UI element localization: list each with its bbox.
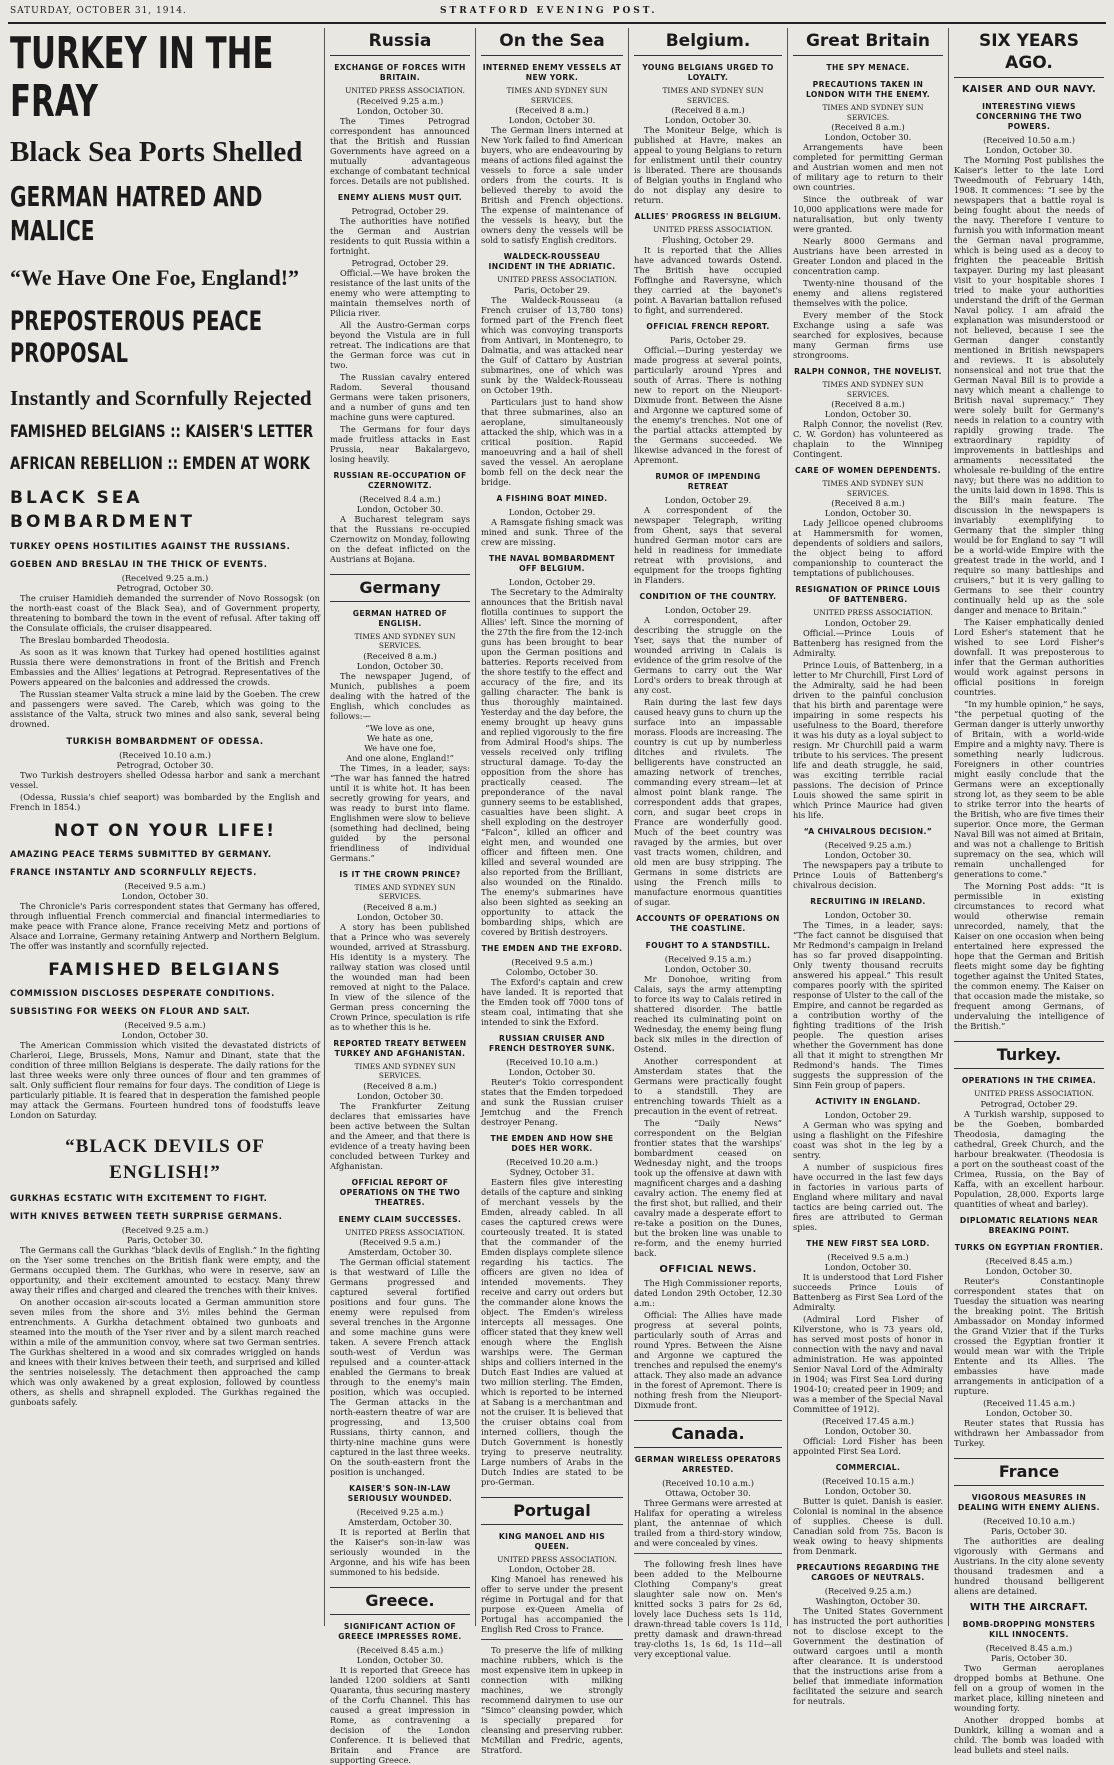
subheading: “A CHIVALROUS DECISION.” [803,826,933,836]
paragraph: The “Daily News” correspondent on the Belgian frontier states that the warships' bombardment ceased on Wednesday night, and the troops took up the offensive at dawn with magnificent charges and a dashing cavalry action. The enemy fled at the first shot, but rallied, and their cavalry made a desperate effort to re-take a position on the Dunes, but the broken line was unable to re-form, and the enemy hurried back. [634,1117,782,1258]
dateline: London, October 30. [824,849,912,860]
received-time: (Received 10.10 a.m.) [662,1477,754,1488]
paragraph: The cruiser Hamidieh demanded the surrender of Novo Rossogsk (on the north-east coast of the Black Sea), and of Government property, threatening to bombard the town in the event of refusal. After taking off the Consulate officials, the cruiser disappeared. [10,593,320,633]
dateline: Amsterdam, October 30. [348,1247,452,1257]
main-headline: TURKEY IN THE FRAY [10,28,274,127]
paragraph: Nearly 8000 Germans and Austrians have been arrested in Greater London and placed in the concentration camp. [793,236,943,276]
paragraph: A number of suspicious fires have occurred in the last few days in factories in various parts of England where military and naval tactics are being carried out. The fires are attributed to German spies. [793,1161,943,1232]
column-4 [634,28,782,1659]
dateline: Washington, October 30. [815,1595,921,1606]
dateline: London, October 30. [824,1261,912,1272]
column-rule [628,28,629,1626]
subheading: THE SPY MENACE. [826,63,910,72]
divider [634,1553,782,1554]
paragraph: The Russian steamer Valta struck a mine laid by the Goeben. The crew and passengers were saved. The Careb, which was going to the assistance of the Valta, struck two mines and also sank, several being drowned. [10,689,320,729]
news-agency: UNITED PRESS ASSOCIATION. [813,608,933,617]
paragraph: Reuter's Tokio correspondent states that the Emden torpedoed and sunk the Russian cruiser Jemtchug and the French destroyer Penang. [481,1076,623,1127]
section-title-six-years-ago: SIX YEARS AGO. [954,30,1104,78]
headline-one-foe: “We Have One Foe, England!” [10,265,300,290]
paragraph: A correspondent of the newspaper Telegraph, writing from Ghent, says that several hundred German motor cars are held in readiness for immediate retreat with provisions, and equipment for the troops fighting in Flanders. [634,504,782,585]
dateline: Paris, October 30. [126,1235,204,1245]
column-3 [481,28,623,1755]
paragraph: It is reported that the Allies have advanced towards Ostend. The British have occupied Foffinghe and Raversyne, which they carried at the bayonet's point. A Bavarian battalion refused to fight, and surrendered. [634,244,782,315]
paragraph: Official.—During yesterday we made progress at several points, particularly around Ypres and south of Arras. There is nothing new to report on the Nieuport-Dixmude front. Between the Aisne and Argonne we captured some of the enemy's trenches. Not one of the partial attacks attempted by the Germans succeeded. We likewise advanced in the forest of Apremont. [634,344,782,465]
subheading: SUBSISTING FOR WEEKS ON FLOUR AND SALT. [10,1006,251,1016]
paragraph: The Times, in a leader, says: “The fact cannot be disguised that Mr Redmond's campaign in Ireland has so far proved disappointing. Only twenty thousand recruits answered his appeal.” This result compares poorly with the spirited response of Ulster to the call of the Empire, and cannot be regarded as a contribution worthy of the fighting traditions of the Irish people. The question arises whether the Government has done all that it might to strengthen Mr Redmond's hands. The Times suggests the suppression of the Sinn Fein group of papers. [793,919,943,1090]
subheading: OPERATIONS IN THE CRIMEA. [961,1076,1097,1085]
paragraph: Reuter's Constantinople correspondent states that on Tuesday the situation was nearing the breaking point. The British Ambassador on Monday informed the Grand Vizier that if the Turks crossed the Egyptian frontier it would mean war with the Triple Entente and its Allies. The embassies have made arrangements in anticipation of a rupture. [954,1275,1104,1396]
paragraph: A Ramsgate fishing smack was mined and sunk. Three of the crew are missing. [481,516,623,547]
dateline: Petrograd, October 29. [351,205,449,216]
paragraph: (Admiral Lord Fisher of Kilverstone, who is 73 years old, has served most posts of honor in connection with the navy and naval administration. He was appointed Senior Naval Lord of the Admiralty in 1904; was First Sea Lord during 1904-10; created peer in 1909; and was a member of the Special Naval Committee of 1912). [793,1313,943,1414]
headline-black-devils: “BLACK DEVILS OF ENGLISH!” [65,1136,265,1183]
subheading: TURKISH BOMBARDMENT OF ODESSA. [66,736,264,746]
subheading: RUMOR OF IMPENDING RETREAT [655,471,761,491]
subheading: CARE OF WOMEN DEPENDENTS. [795,466,941,475]
paragraph: A German who was spying and using a flashlight on the Fifeshire coast was shot in the leg by a sentry. [793,1119,943,1160]
dateline: London, October 28. [508,1564,596,1574]
masthead [10,6,1104,20]
received-time: (Received 9.15 a.m.) [664,953,752,964]
paragraph: The Breslau bombarded Theodosia. [20,635,170,645]
paragraph: The Times, in a leader, says: “The war has fanned the hatred until it is white hot. It has been secretly growing for years, and was ready to burst into flame. Englishmen were slow to believe (something had declined, being guided by the personal friendliness of individual Germans.” [330,762,470,863]
dateline: Amsterdam, October 30. [348,1517,452,1527]
subheading: YOUNG BELGIANS URGED TO LOYALTY. [642,63,774,82]
paragraph: Another correspondent at Amsterdam states that the Germans were practically fought to a standstill. They are entrenching towards Thielt as a precaution in the event of retreat. [634,1055,782,1116]
issue-date: SATURDAY, OCTOBER 31, 1914. [10,6,187,16]
received-time: (Received 9.25 a.m.) [121,573,209,583]
received-time: (Received 10.10 a.m.) [983,1515,1075,1526]
paragraph: Twenty-nine thousand of the enemy and aliens registered themselves with the police. [793,278,943,308]
subheading: GOEBEN AND BRESLAU IN THE THICK OF EVENTS. [10,559,268,569]
subheading: RALPH CONNOR, THE NOVELIST. [794,367,942,376]
paragraph: The German liners interned at New York failed to find American buyers, who are endeavouring by means of actions filed against the vessels to force a sale under orders from the courts. It is believed thereby to avoid the British and French objections. The expense of maintenance of the vessels is heavy, but the owners deny the vessels will be sold to satisfy English creditors. [481,125,623,245]
paragraph: The newspapers pay a tribute to Prince Louis of Battenberg's chivalrous decision. [793,859,943,890]
subheading: KAISER AND OUR NAVY. [961,84,1097,95]
received-time: (Received 8 a.m.) [363,1080,437,1091]
paragraph: A Bucharest telegram says that the Russians re-occupied Czernowitz on Monday, following on the defeat inflicted on the Austrians at Bojana. [330,513,470,564]
subheading: ENEMY CLAIM SUCCESSES. [338,1214,462,1224]
dateline: London, October 30. [824,909,912,920]
paragraph: Two Turkish destroyers shelled Odessa harbor and sank a merchant vessel. [10,770,320,790]
paragraph: A correspondent, after describing the struggle on the Yser, says that the number of wounded arriving in Calais is evidence of the grim resolve of the Germans to carry out the War Lord's orders to break through at any cost. [634,614,782,695]
paragraph: “In my humble opinion,” he says, “the perpetual quoting of the German danger is utterly unworthy of Britain, with a world-wide Empire and a mighty navy. There is something nearly ludicrous. Foreigners in other countries might easily conclude that the Germans were an exceptionally strong lot, as they seem to be able to strike terror into the hearts of the British, who are five times their superior. Once more, the German Naval Bill was not aimed at Britain, and was not a challenge to British supremacy on the sea, which will remain unchallenged for generations to come.” [954,699,1104,879]
subheading: WITH THE AIRCRAFT. [969,1601,1089,1613]
subheading: RECRUITING IN IRELAND. [810,896,926,906]
poem-line: We have one foe, [364,742,436,753]
subheading: ENEMY ALIENS MUST QUIT. [337,192,463,202]
section-title-portugal: Portugal [481,1497,623,1525]
subheading: GERMAN HATRED OF ENGLISH. [352,608,448,628]
poem-line: We hate as one, [366,732,434,743]
paragraph: The Exford's captain and crew have landed. It is reported that the Emden took off 7000 tons of steam coal, intimating that she intended to sink the Exford. [481,976,623,1027]
paragraph: The High Commissioner reports, dated London 29th October, 12.30 a.m.: [634,1277,782,1308]
received-time: (Received 10.10 a.m.) [119,750,211,760]
paragraph: The authorities are dealing vigorously with Germans and Austrians. In the city alone seventy thousand tradesmen and a hundred thousand belligerent aliens are detained. [954,1535,1104,1596]
headline-peace-proposal: PREPOSTEROUS PEACE PROPOSAL [10,306,262,369]
news-agency: TIMES AND SYDNEY SUN SERVICES. [506,86,608,105]
subheading: WITH KNIVES BETWEEN TEETH SURPRISE GERMANS. [10,1211,283,1221]
subheading: REPORTED TREATY BETWEEN TURKEY AND AFGHANISTAN. [333,1038,467,1058]
received-time: (Received 8.45 a.m.) [985,1255,1073,1266]
received-time: (Received 11.45 a.m.) [983,1397,1075,1408]
news-agency: UNITED PRESS ASSOCIATION. [653,225,773,234]
dateline: London, October 30. [824,508,912,518]
subheading: PRECAUTIONS TAKEN IN LONDON WITH THE ENEMY. [805,80,931,99]
received-time: (Received 10.50 a.m.) [983,135,1075,145]
section-title-france: France [954,1458,1104,1486]
dateline: London, October 29. [824,617,912,628]
paragraph: The Germans for four days made fruitless attacks in East Prussia, near Bakalargevo, losing heavily. [330,423,470,464]
received-time: (Received 9.25 a.m.) [121,1225,209,1235]
dateline: Petrograd, October 30. [116,760,214,770]
subheading: THE EMDEN AND HOW SHE DOES HER WORK. [490,1133,614,1153]
paragraph: The Morning Post adds: “It is permissible in existing circumstances to record what would otherwise remain unrecorded, namely, that the Kaiser on one occasion when being entertained here expressed the hope that the German and British fleets might some day be fighting together against the United States, the common enemy. The Kaiser on that occasion made the mistake, so frequent among Germans, of undervaluing the intelligence of the British.” [954,881,1104,1031]
dateline: Paris, October 29. [669,334,747,345]
paragraph: It is reported at Berlin that the Kaiser's son-in-law was seriously wounded in the Argonne, and his wife has been summoned to his bedside. [330,1527,470,1577]
subheading: OFFICIAL REPORT OF OPERATIONS ON THE TWO THEATRES. [339,1177,461,1207]
paragraph: Particulars just to hand show that three submarines, also an aeroplane, simultaneously attacked the ship, which was in a critical position. Rapid manoeuvring and a hail of shell saved the vessel. An aeroplane bomb fell on the deck near the bridge. [481,396,623,487]
received-time: (Received 9.25 a.m.) [356,95,444,106]
dateline: London, October 30. [985,145,1073,155]
dateline: London, October 30. [356,911,444,922]
dateline: London, October 30. [356,105,444,116]
paragraph: The Moniteur Belge, which is published at Havre, makes an appeal to young Belgians to return for enlistment until their country is liberated. There are thousands of Belgian youths in England who do not display any desire to return. [634,125,782,205]
paragraph: Butter is quiet. Danish is easier. Colonial is nominal in the absence of supplies. Cheese is dull. Canadian sold from 75s. Bacon is weak owing to heavy shipments from Denmark. [793,1495,943,1556]
received-time: (Received 10.15 a.m.) [822,1475,914,1486]
column-6 [954,28,1104,1755]
dateline: Paris, October 30. [990,1525,1068,1536]
paragraph: The German official statement is that westward of Lille the Germans progressed and captured several fortified positions and four guns. The enemy were repulsed from several trenches in the Argonne and some machine guns were taken. A severe French attack south-west of Verdun was repulsed and a counter-attack enabled the Germans to break through to the enemy's main position, which was occupied. The German attacks in the north-eastern theatre of war are progressing, and 13,500 Russians, thirty cannon, and thirty-nine machine guns were captured in the last three weeks. On the south-eastern front the position is unchanged. [330,1257,470,1477]
received-time: (Received 8 a.m.) [831,399,905,409]
paragraph: The newspaper Jugend, of Munich, publishes a poem dealing with the hatred of the English, which concludes as follows:— [330,670,470,721]
dateline: Sydney, October 31. [509,1166,595,1177]
subheading: GURKHAS ECSTATIC WITH EXCITEMENT TO FIGHT. [10,1193,268,1203]
poem-line: And one alone, England!” [346,752,454,763]
news-agency: TIMES AND SYDNEY SUN SERVICES. [822,380,924,399]
subheading: AMAZING PEACE TERMS SUBMITTED BY GERMANY. [10,849,272,859]
dateline: London, October 30. [508,1066,596,1077]
paragraph: The Morning Post publishes the Kaiser's letter to the late Lord Tweedmouth of February 14th, 1908. It commences: “I see by the newspapers that a battle royal is being fought about the needs of the navy. Therefore I venture to furnish you with information meant the German naval programme, which is being used as a decoy to frighten the peaceable British taxpayer. During my last pleasant visit to your hospitable shores I tried to make your authorities understand the drift of the German Naval policy. I am afraid the explanation was misunderstood or not believed, because I see the German danger constantly mentioned in British newspapers and reviews. It is absolutely nonsensical and not true that the German Naval Bill is to provide a navy which meant a challenge to British naval supremacy.” They were solely built for Germany's needs in relation to a country with rapidly growing trade. The extraordinary rapidity of improvements in battleships and armaments necessitated the wholesale re-building of the entire navy; but there was no addition to the units laid down in 1898. This is the Bill's main feature. The discussion in the newspapers is invariably exemplifying to Germany that the simpler thing would be for England to say “I will be a world-wide Empire with the greatest trade in the world, and I require so many battleships and cruisers,” but it is very galling to Germans to see their country continually held up as the sole danger and menace to Britain.” [954,155,1104,615]
news-agency: TIMES AND SYDNEY SUN SERVICES. [662,86,764,105]
dateline: Flushing, October 29. [662,234,754,245]
dateline: Paris, October 30. [990,1652,1068,1663]
received-time: (Received 8 a.m.) [831,498,905,508]
paragraph: Arrangements have been completed for permitting German and Austrian women and men not of military age to return to their own countries. [793,142,943,192]
paragraph: Eastern files give interesting details of the capture and sinking of merchant vessels by the Emden, already cabled. In all cases the captured crews were courteously treated. It is stated that the commander of the Emden displays complete silence regarding his tactics. The officers are given no idea of intended movements. They receive and carry out orders but the commander alone knows the object. The Emden's wireless intercepts all messages. One officer stated that they knew well enough where the English warships were. The German ships and colliers interned in the Dutch East Indies are valued at two million sterling. The Emden, which is reported to be interned at Sabang is a merchantman and not the cruiser. It is believed that the cruiser obtains coal from interned colliers, though the Dutch Government is honestly trying to preserve neutrality. Large numbers of Arabs in the Dutch Indies are stated to be pro-German. [481,1176,623,1487]
subheading: THE NAVAL BOMBARDMENT OFF BELGIUM. [488,553,616,573]
received-time: (Received 9.25 a.m.) [356,1507,444,1517]
paragraph: The Kaiser emphatically denied Lord Esher's statement that he wished to see Lord Fisher's downfall. It was preposterous to infer that the German authorities would work against persons in official positions in foreign countries. [954,617,1104,697]
news-agency: TIMES AND SYDNEY SUN SERVICES. [822,479,924,498]
masthead-rule [8,22,1106,24]
subheading: THE NEW FIRST SEA LORD. [806,1238,930,1248]
received-time: (Received 10.20 a.m.) [506,1156,598,1167]
column-2 [330,28,470,1765]
received-time: (Received 9.5 a.m.) [359,1237,441,1247]
paragraph: King Manoel has renewed his offer to serve under the present régime in Portugal and for that purpose ex-Queen Amelia of Portugal has accompanied the English Red Cross to France. [481,1574,623,1634]
section-title-on-the-sea: On the Sea [481,30,623,56]
subheading: BOMB-DROPPING MONSTERS KILL INNOCENTS. [962,1619,1096,1639]
section-title-great-britain: Great Britain [793,30,943,56]
subheading: FRANCE INSTANTLY AND SCORNFULLY REJECTS. [10,867,257,877]
subheading: ALLIES' PROGRESS IN BELGIUM. [634,212,782,221]
headline-not-on-your-life: NOT ON YOUR LIFE! [54,821,276,841]
newspaper-name: STRATFORD EVENING POST. [440,6,658,16]
subheading: KAISER'S SON-IN-LAW SERIOUSLY WOUNDED. [347,1484,453,1503]
received-time: (Received 8 a.m.) [671,105,745,115]
dateline: London, October 30. [824,1425,912,1436]
subheading: TURKS ON EGYPTIAN FRONTIER. [954,1242,1104,1252]
received-time: (Received 9.25 a.m.) [824,839,912,850]
news-agency: TIMES AND SYDNEY SUN SERVICES. [354,1061,456,1080]
section-title-russia: Russia [330,30,470,56]
paragraph: (Odessa, Russia's chief seaport) was bombarded by the English and French in 1854.) [10,792,320,812]
subheading: CONDITION OF THE COUNTRY. [639,591,777,601]
dateline: Ottawa, October 30. [665,1487,751,1498]
news-agency: TIMES AND SYDNEY SUN SERVICES. [354,631,456,650]
headline-bombardment: BLACK SEA BOMBARDMENT [10,488,195,532]
paragraph: As soon as it was known that Turkey had opened hostilities against Russia there were demonstrations in front of the British and French Embassies and the Allies' legations at Petrograd. Representatives of the Powers appeared on the balconies and addressed the crowds. [10,647,320,687]
received-time: (Received 9.5 a.m.) [124,881,206,891]
dateline: Petrograd, October 30. [116,583,214,593]
column-rule [324,28,325,1626]
paragraph: The American Commission which visited the devastated districts of Charleroi, Liege, Brussels, Mons, Namur and Dinant, state that the condition of three million Belgians is desperate. The daily rations for the last three weeks were only three ounces of flour and ten grammes of salt. Only sufficient flour remains for four days. The condition of Liege is particularly pitiable. It is feared that in desperation the famished people may attack the Germans. Fourteen hundred tons of foodstuffs leave London on Saturday. [10,1040,320,1120]
paragraph: Ralph Connor, the novelist (Rev. C. W. Gordon) has volunteered as chaplain to the Winnipeg Contingent. [793,419,943,459]
received-time: (Received 8.4 a.m.) [359,493,441,504]
subheading: A FISHING BOAT MINED. [496,493,608,503]
advertisement: To preserve the life of milking machine rubbers, which is the most expensive item in upkeep in connection with milking machines, we strongly recommend dairymen to use our “Simco” cleansing powder, which is specially prepared for cleansing and preserving rubber. McMillan and Fredric, agents, Stratford. [481,1645,623,1755]
received-time: (Received 8.45 a.m.) [356,1645,444,1655]
dateline: London, October 30. [121,1030,209,1040]
subheading: THE EMDEN AND THE EXFORD. [481,943,623,953]
headline-german-hatred: GERMAN HATRED AND MALICE [10,180,263,247]
received-time: (Received 9.25 a.m.) [824,1585,912,1596]
paragraph: It is understood that Lord Fisher succeeds Prince Louis of Battenberg as First Sea Lord of the Admiralty. [793,1271,943,1312]
paragraph: Every member of the Stock Exchange using a safe was searched for explosives, because many German firms use strongrooms. [793,310,943,360]
news-agency: UNITED PRESS ASSOCIATION. [497,275,617,284]
subheading: COMMERCIAL. [835,1462,901,1472]
paragraph: The Frankfurter Zeitung declares that emissaries have been active between the Sultan and the Ameer, and that there is evidence of a treaty having been concluded between Turkey and Afghanistan. [330,1100,470,1171]
paragraph: Reuter states that Russia has withdrawn her Ambassador from Turkey. [954,1417,1104,1448]
headline-rejected: Instantly and Scornfully Rejected [10,386,312,410]
dateline: Petrograd, October 29. [980,1098,1078,1109]
divider [481,1639,623,1640]
subheading: OFFICIAL FRENCH REPORT. [646,321,770,331]
poem-line: “We love as one, [365,722,435,733]
subheading: ACCOUNTS OF OPERATIONS ON THE COASTLINE. [636,913,780,933]
paragraph: The Chronicle's Paris correspondent states that Germany has offered, through influential French commercial and financial intermediaries to make peace with France alone, France receiving Metz and portions of Alsace and Lorraine, Germany retaining Antwerp and Northern Belgium. The offer was instantly and scornfully rejected. [10,901,320,951]
subheading: KING MANOEL AND HIS QUEEN. [498,1531,606,1551]
subheading: IS IT THE CROWN PRINCE? [339,869,461,879]
section-title-germany: Germany [330,574,470,602]
headline-famished-kaiser: FAMISHED BELGIANS :: KAISER'S LETTER [10,422,314,442]
subheading: INTERNED ENEMY VESSELS AT NEW YORK. [482,63,622,82]
paragraph: Official: The Allies have made progress at several points, particularly south of Arras and round Ypres. Between the Aisne and Argonne we captured the trenches and repulsed the enemy's attack. They also made an advance in the forest of Apremont. There is nothing fresh from the Nieuport-Dixmude front. [634,1309,782,1410]
received-time: (Received 9.5 a.m.) [827,1251,909,1262]
paragraph: Three Germans were arrested at Halifax for operating a wireless plant, the antennae of which trailed from a third-story window, and were concealed by vines. [634,1497,782,1548]
subheading: FOUGHT TO A STANDSTILL. [645,940,771,950]
paragraph: Rain during the last few days caused heavy guns to churn up the surface into an impassable morass. Floods are increasing. The country is cut up by numberless ditches and rivulets. The belligerents have constructed an amazing network of trenches, commanding every stream—let at almost point blank range. The correspondent adds that grapes, corn, and sugar beet crops in France are wonderfully good. Much of the beet country was ravaged by the armies, but over vast tracts women, children, and old men are busy stripping. The Germans in some districts are using the French mills to manufacture enormous quantities of sugar. [634,696,782,907]
column-rule [787,28,788,1626]
paragraph: The Germans call the Gurkhas “black devils of English.” In the fighting on the Yser some trenches on the British flank were empty, and the Germans occupied them. The Gurkhas, who were in reserve, saw an opportunity, and their excitement amounted to ecstacy. Many threw away their rifles and charged and cleared the trenches with their knives. [10,1245,320,1295]
dateline: London, October 30. [356,1655,444,1665]
news-agency: TIMES AND SYDNEY SUN SERVICES. [822,103,924,122]
section-title-belgium: Belgium. [634,30,782,56]
paragraph: Official.—Prince Louis of Battenberg has resigned from the Admiralty. [793,627,943,658]
news-agency: UNITED PRESS ASSOCIATION. [345,1227,465,1237]
received-time: (Received 9.5 a.m.) [124,1020,206,1030]
dateline: London, October 30. [985,1265,1073,1276]
dateline: London, October 30. [356,503,444,514]
subheading: SIGNIFICANT ACTION OF GREECE IMPRESSES ROME. [338,1622,462,1641]
column-rule [475,28,476,1626]
paragraph: The Russian cavalry entered Radom. Several thousand Germans were taken prisoners, and a number of guns and ten machine guns were captured. [330,371,470,422]
paragraph: A Turkish warship, supposed to be the Goeben, bombarded Theodosia, damaging the cathedral, Greek Church, and the harbour breakwater. (Theodosia is a port on the southeast coast of the Crimea, Russia, on the Bay of Kaffa, with an excellent harbour. Population, 28,000. Exports large quantities of wheat and barley). [954,1108,1104,1209]
subheading: ACTIVITY IN ENGLAND. [815,1096,921,1106]
paragraph: Official.—We have broken the resistance of the last units of the enemy who were attempting to maintain themselves north of Pilicia river. [330,267,470,318]
subheading: RUSSIAN RE-OCCUPATION OF CZERNOWITZ. [333,470,467,490]
subheading: OFFICIAL NEWS. [659,1263,757,1275]
headline-black-sea: Black Sea Ports Shelled [10,136,303,168]
dateline: London, October 30. [985,1407,1073,1418]
dateline: London, October 29. [508,506,596,517]
received-time: (Received 17.45 a.m.) [822,1415,914,1426]
news-agency: UNITED PRESS ASSOCIATION. [497,1554,617,1564]
dateline: Petrograd, October 29. [351,257,449,268]
section-title-turkey: Turkey. [954,1041,1104,1069]
subheading: INTERESTING VIEWS CONCERNING THE TWO POWERS. [976,102,1082,131]
news-agency: TIMES AND SYDNEY SUN SERVICES. [354,882,456,901]
paragraph: Mr Donohoe, writing from Calais, says the army attempting to force its way to Calais retired in shattered disorder. The battle reached its culminating point on Wednesday, the enemy being flung back six miles in the direction of Ostend. [634,973,782,1054]
headline-famished-belgians: FAMISHED BELGIANS [48,960,282,980]
subheading: RUSSIAN CRUISER AND FRENCH DESTROYER SUNK. [488,1033,616,1053]
received-time: (Received 8 a.m.) [363,901,437,912]
dateline: London, October 30. [121,891,209,901]
advertisement: The following fresh lines have been added to the Melbourne Clothing Company's great slaughter sale now on. Men's knitted socks 3 pairs for 2s 6d, lovely lace Duchess sets 1s 11d, drawn-thread table covers 1s 11d, pretty damask and drawn-thread tray-cloths 1s, 1s 6d, 1s 11d—all very exceptional value. [634,1558,782,1659]
dateline: London, October 30. [664,115,752,125]
dateline: London, October 30. [824,1485,912,1496]
dateline: London, October 29. [824,1109,912,1120]
news-agency: UNITED PRESS ASSOCIATION. [974,1089,1094,1098]
dateline: London, October 30. [824,409,912,419]
paragraph: The United States Government has instructed the port authorities not to disclose except to the Government the destination of outward cargoes until a month after clearance. It is understood that the instructions arise from a belief that immediate information facilitated the seizure and search for neutrals. [793,1605,943,1706]
section-title-canada: Canada. [634,1420,782,1448]
paragraph: It is reported that Greece has landed 1200 soldiers at Santi Quaranta, thus securing mastery of the Corfu Channel. This has caused a great impression in Rome, as contravening a decision of the London Conference. It is believed that Britain and France are supporting Greece. [330,1665,470,1765]
dateline: London, October 29. [508,576,596,587]
subheading: EXCHANGE OF FORCES WITH BRITAIN. [334,63,466,82]
paragraph: On another occasion air-scouts located a German ammunition store seven miles from the shore and 3½ miles behind the German entrenchments. A Gurkha detachment obtained two gunboats and steamed into the mouth of the Yser river and by a silent march reached within a mile of the ammunition convoy, where sat two German sentries. The Gurkhas sheltered in a wood and six comrades wriggled on hands and knees with their knives between their teeth, and surprised and killed the sentries noiselessly. The detachment then approached the camp which was only awakened by a great explosion, followed by countless others, as shells and shrapnell exploded. The Gurkhas regained the gunboats safely. [10,1297,320,1407]
subheading: GERMAN WIRELESS OPERATORS ARRESTED. [634,1454,782,1474]
paragraph: The Waldeck-Rousseau (a French cruiser of 13,780 tons) formed part of the French fleet which was convoying transports from Antivari, in Montenegro, to Dalmatia, and was attacked near the Gulf of Cattaro by Austrian submarines, one of which was sunk by the Waldeck-Rousseau on October 19th. [481,294,623,395]
paragraph: Since the outbreak of war 10,000 applications were made for naturalisation, but only twenty were granted. [793,194,943,234]
subheading: RESIGNATION OF PRINCE LOUIS OF BATTENBERG. [795,585,941,604]
subheading: TURKEY OPENS HOSTILITIES AGAINST THE RUSSIANS. [10,541,291,551]
paragraph: Lady Jellicoe opened clubrooms at Hammersmith for women, dependents of soldiers and sailors, the object being to afford companionship to counteract the temptations of publichouses. [793,518,943,578]
subheading: DIPLOMATIC RELATIONS NEAR BREAKING POINT. [959,1215,1099,1235]
received-time: (Received 8 a.m.) [515,105,589,115]
received-time: (Received 8 a.m.) [831,122,905,132]
paragraph: Official: Lord Fisher has been appointed First Sea Lord. [793,1435,943,1456]
subheading: VIGOROUS MEASURES IN DEALING WITH ENEMY ALIENS. [958,1492,1100,1512]
dateline: London, October 30. [356,1090,444,1101]
paragraph: The Times Petrograd correspondent has announced that the British and Russian Governments have agreed on a mutually advantageous exchange of combatant technical forces. Details are not published. [330,115,470,186]
paragraph: All the Austro-German corps beyond the Vistula are in full retreat. The indications are that the German force was cut in two. [330,319,470,370]
paragraph: A story has been published that a Prince who was severely wounded, arrived at Strassburg. His identity is a mystery. The railway station was closed until the wounded man had been removed at night to the Palace. In view of the silence of the German press concerning the Crown Prince, speculation is rife as to whether this is he. [330,921,470,1032]
received-time: (Received 8 a.m.) [363,650,437,661]
received-time: (Received 8.45 a.m.) [985,1642,1073,1653]
section-title-greece: Greece. [330,1587,470,1615]
headline-african-emden: AFRICAN REBELLION :: EMDEN AT WORK [10,454,310,474]
subheading: WALDECK-ROUSSEAU INCIDENT IN THE ADRIATIC. [488,252,616,271]
dateline: London, October 29. [664,604,752,615]
paragraph: The Secretary to the Admiralty announces that the British naval flotilla continues to support the Allies' left. Since the morning of the 27th the fire from the 12-inch guns has been brought to bear upon the German positions and batteries. Reports received from the shore testify to the effect and accuracy of the fire, and its galling character. The bank is thus thoroughly maintained. Yesterday and the day before, the enemy brought up heavy guns and replied vigorously to the fire from Admiral Hood's ships. The vessels received only trifling structural damage. To-day the opposition from the shore has practically ceased. The preponderance of the naval gunnery seems to be established, casualties have been slight. A shell exploding on the destroyer “Falcon”, killed an officer and eight men, and wounded one officer and fifteen men. One killed and several wounded are also reported from the Brilliant, also wounded on the Rinaldo. The enemy's submarines have also been sighted as seeking an opportunity to attack the bombarding ships, which are covered by British destroyers. [481,586,623,937]
column-rule [948,28,949,1626]
paragraph: The authorities have notified the German and Austrian residents to quit Russia within a fortnight. [330,215,470,256]
dateline: London, October 30. [356,660,444,671]
subheading: PRECAUTIONS REGARDING THE CARGOES OF NEUTRALS. [796,1562,940,1582]
received-time: (Received 10.10 a.m.) [506,1056,598,1067]
news-agency: UNITED PRESS ASSOCIATION. [345,86,465,95]
dateline: Paris, October 29. [513,284,591,295]
dateline: Colombo, October 30. [505,966,599,977]
received-time: (Received 9.5 a.m.) [511,956,593,967]
dateline: London, October 30. [508,115,596,125]
dateline: London, October 30. [664,963,752,974]
paragraph: Two German aeroplanes dropped bombs at Bethune. One fell on a group of women in the market place, killing nineteen and wounding forty. [954,1662,1104,1713]
dateline: London, October 29. [664,494,752,505]
dateline: London, October 30. [824,132,912,142]
column-1 [10,28,320,1626]
paragraph: Another dropped bombs at Dunkirk, killing a woman and a child. The bomb was loaded with lead bullets and steel nails. [954,1714,1104,1755]
column-5 [793,28,943,1706]
paragraph: Prince Louis, of Battenberg, in a letter to Mr Churchill, First Lord of the Admiralty, said he had been driven to the painful conclusion that his birth and parentage were impairing in some respects his usefulness to the Board, therefore it was his duty as a loyal subject to resign. Mr Churchill paid a warm tribute to his services. The present life and death struggle, he said, was exciting terrible racial passions. The decision of Prince Louis showed the same spirit in which Prince Maurice had given his life. [793,659,943,820]
subheading: COMMISSION DISCLOSES DESPERATE CONDITIONS. [10,988,275,998]
